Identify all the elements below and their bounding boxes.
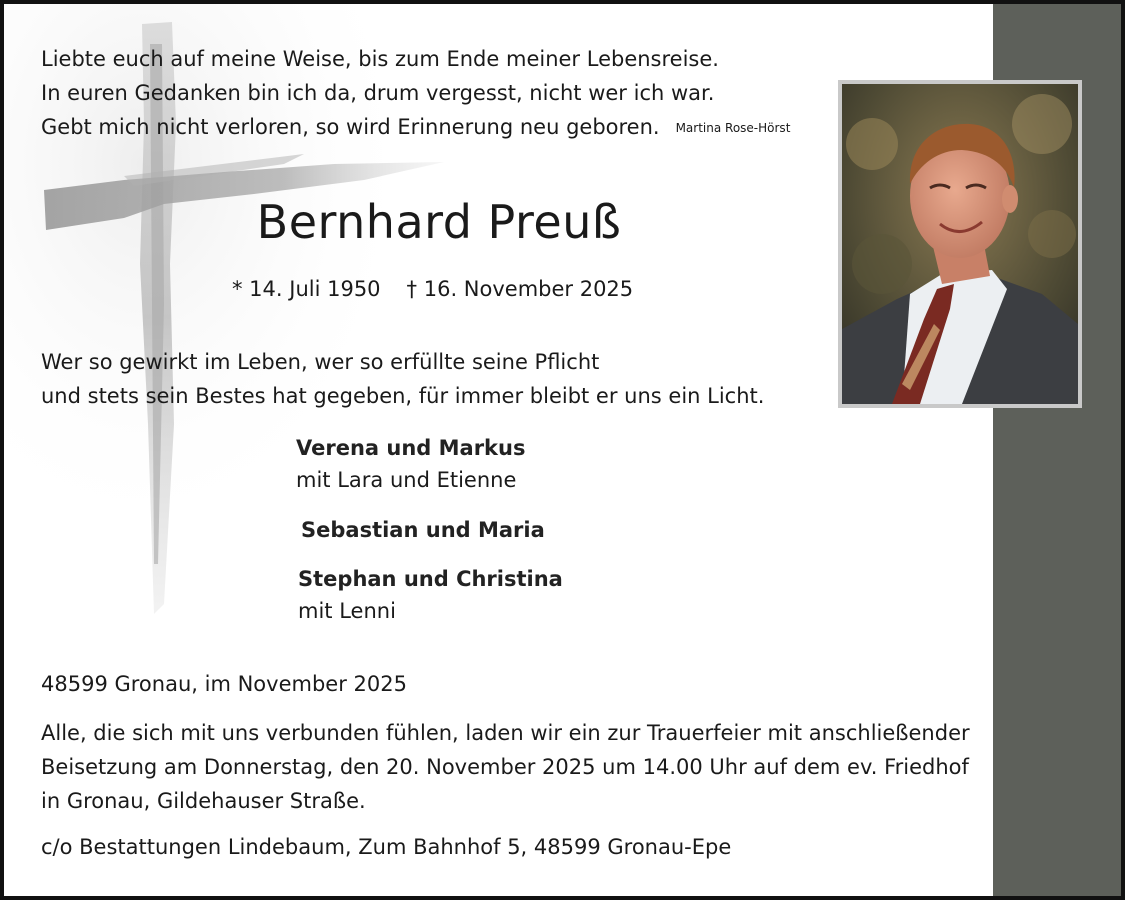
poem-top-line: Liebte euch auf meine Weise, bis zum Ende meiner Lebensreise. bbox=[41, 47, 719, 71]
family-group bbox=[296, 432, 525, 496]
birth-date: * 14. Juli 1950 bbox=[232, 277, 381, 301]
poem-author: Martina Rose-Hörst bbox=[675, 121, 791, 135]
family-sub: mit Lara und Etienne bbox=[296, 468, 517, 492]
family-main: Sebastian und Maria bbox=[301, 518, 545, 542]
family-group bbox=[301, 514, 545, 546]
poem-top-line: In euren Gedanken bin ich da, drum vergesst, nicht wer ich war. bbox=[41, 81, 715, 105]
poem-middle-line: Wer so gewirkt im Leben, wer so erfüllte seine Pflicht bbox=[41, 350, 600, 374]
ceremony-text bbox=[41, 716, 970, 818]
ceremony-line: Beisetzung am Donnerstag, den 20. November 2025 um 14.00 Uhr auf dem ev. Friedhof bbox=[41, 755, 969, 779]
poem-middle bbox=[41, 345, 764, 413]
ceremony-line: Alle, die sich mit uns verbunden fühlen, laden wir ein zur Trauerfeier mit anschließender bbox=[41, 721, 970, 745]
funeral-home-address: c/o Bestattungen Lindebaum, Zum Bahnhof 5, 48599 Gronau-Epe bbox=[41, 835, 732, 859]
family-main: Verena und Markus bbox=[296, 436, 526, 460]
place-date: 48599 Gronau, im November 2025 bbox=[41, 672, 407, 696]
death-date: † 16. November 2025 bbox=[406, 277, 634, 301]
ceremony-line: in Gronau, Gildehauser Straße. bbox=[41, 789, 366, 813]
portrait-photo bbox=[838, 80, 1082, 408]
poem-top-line: Gebt mich nicht verloren, so wird Erinnerung neu geboren. bbox=[41, 115, 660, 139]
poem-top bbox=[41, 42, 790, 145]
family-sub: mit Lenni bbox=[298, 599, 396, 623]
poem-top-line-last bbox=[41, 110, 790, 145]
deceased-name: Bernhard Preuß bbox=[256, 195, 622, 249]
poem-middle-line: und stets sein Bestes hat gegeben, für immer bleibt er uns ein Licht. bbox=[41, 384, 765, 408]
family-group bbox=[298, 563, 563, 627]
life-dates bbox=[232, 272, 633, 306]
family-main: Stephan und Christina bbox=[298, 567, 563, 591]
